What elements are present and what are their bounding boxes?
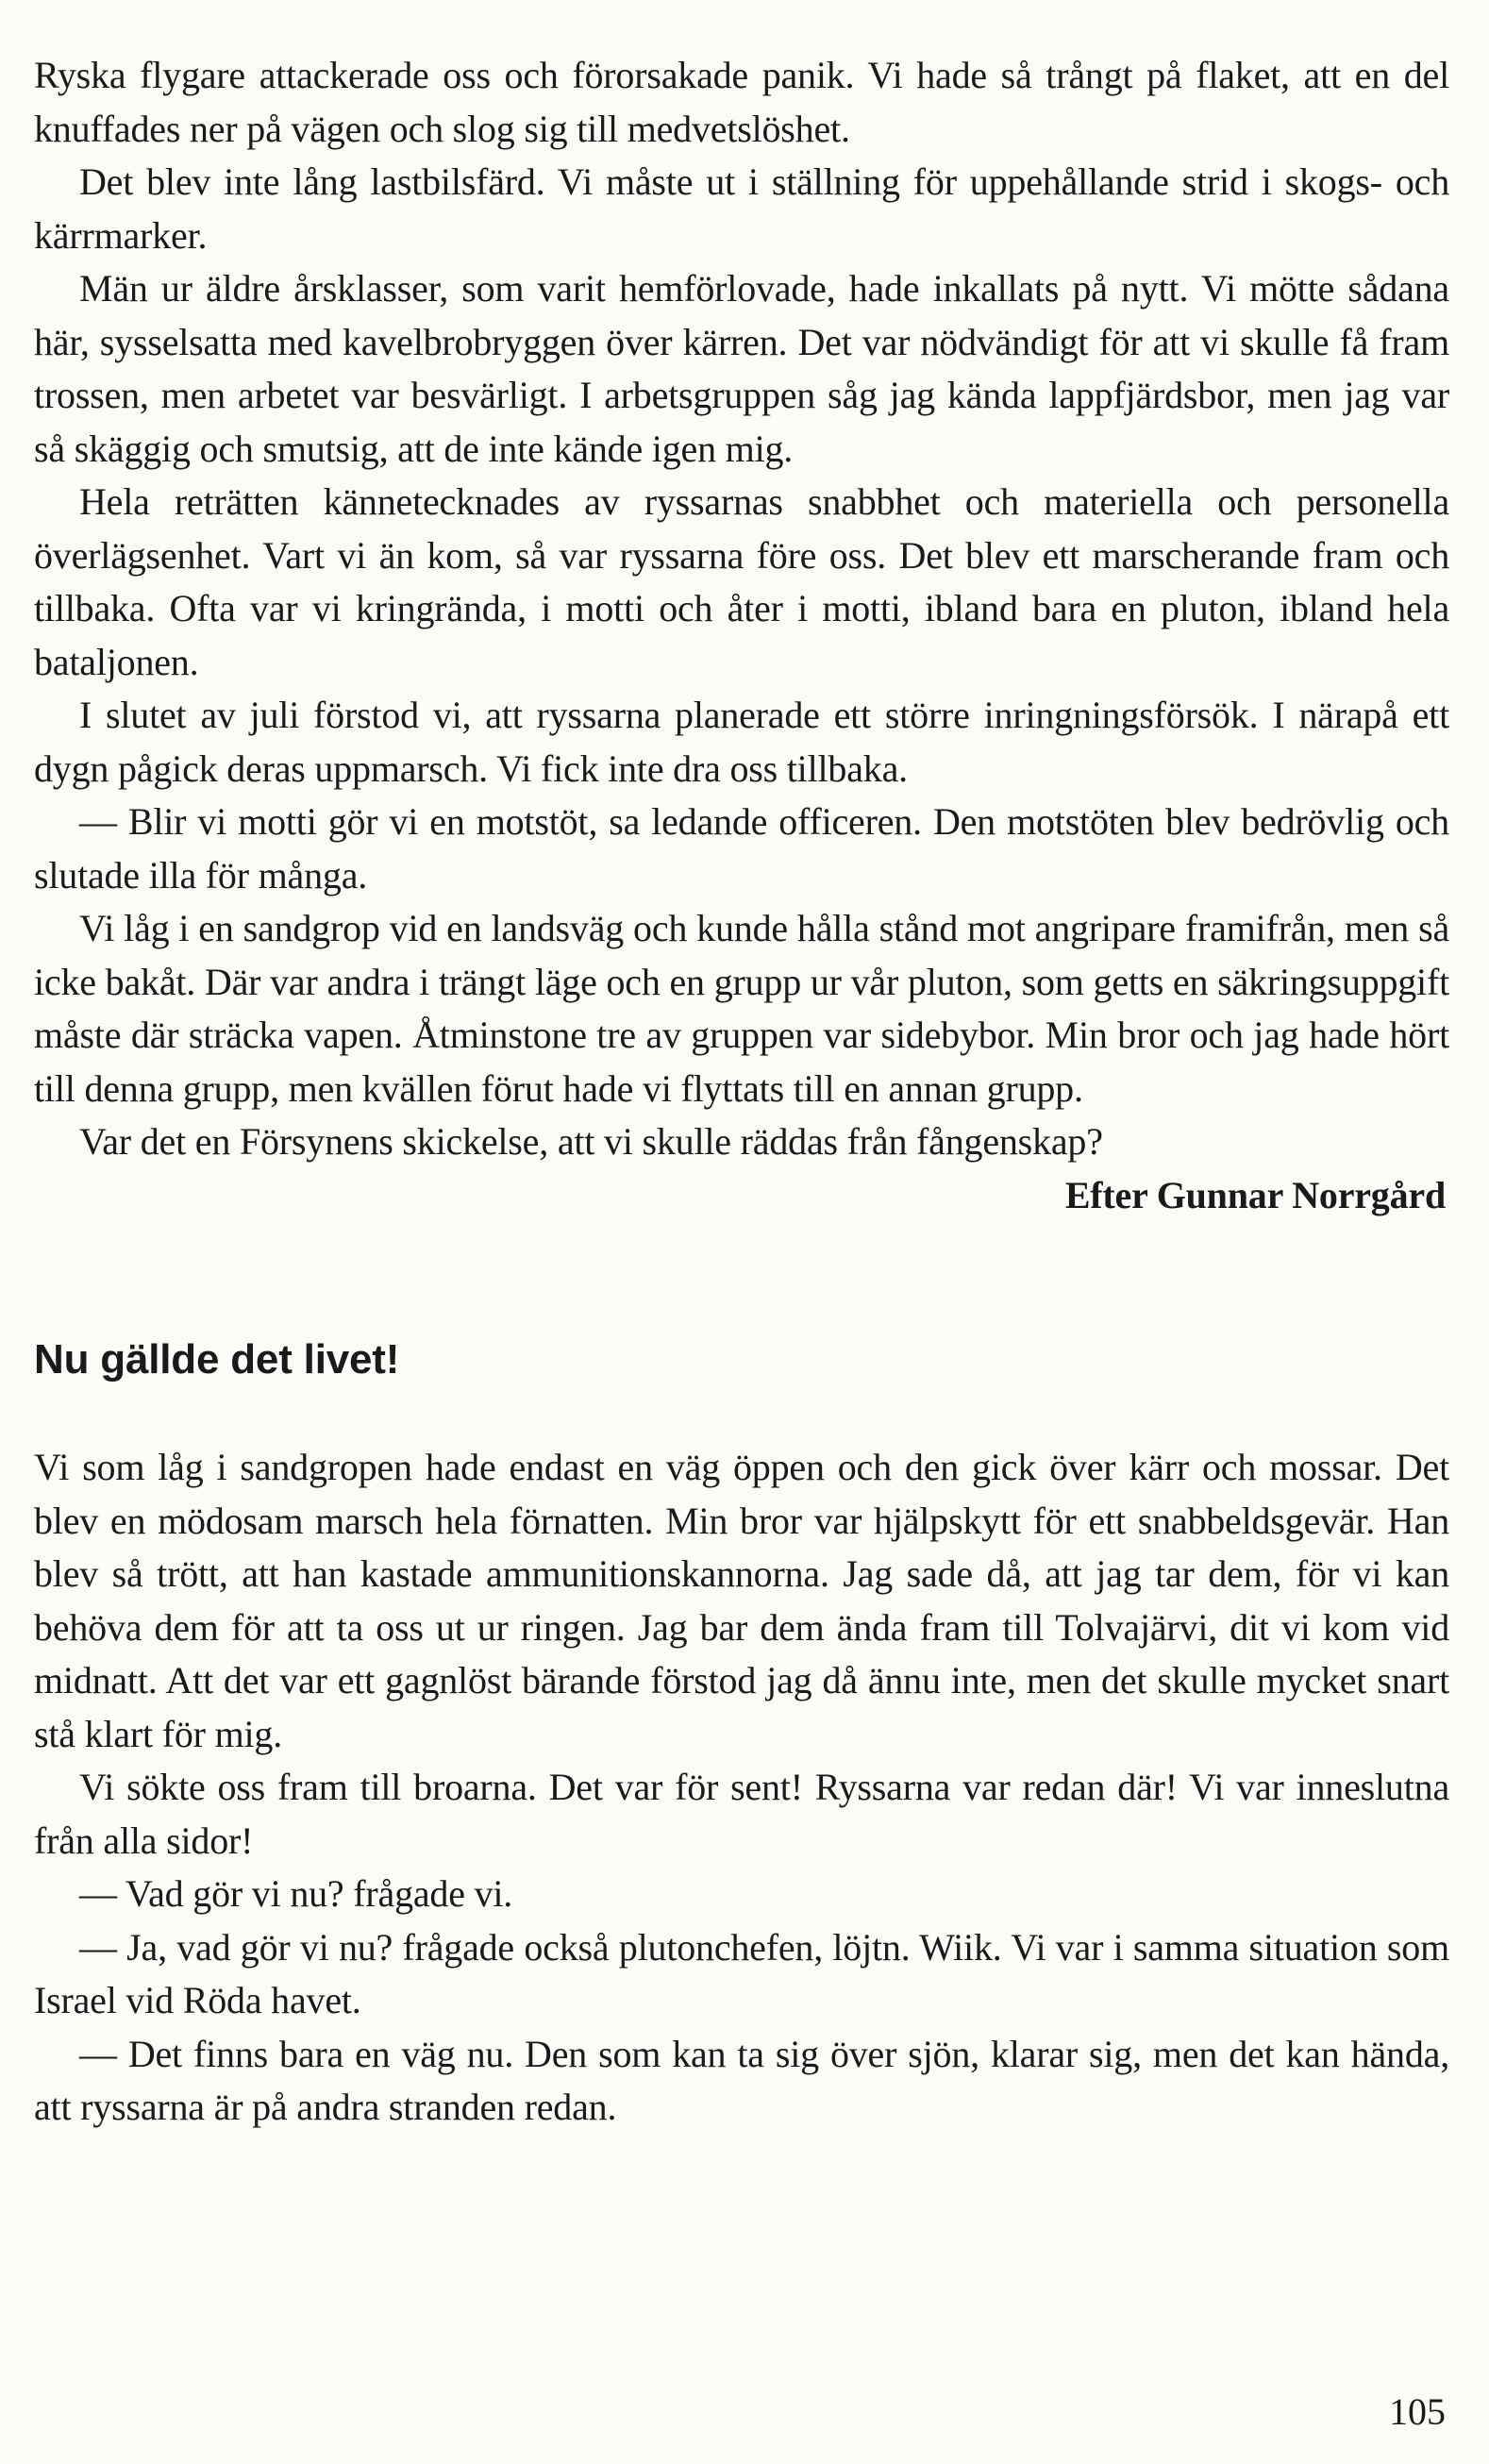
paragraph: Vi låg i en sandgrop vid en landsväg och kunde hålla stånd mot angripare framifrån, men så icke bakåt. Där var andra i trängt läge och en grupp ur vår pluton, som getts en säkringsuppgift måste där sträcka vapen. Åtminstone tre av gruppen var sidebybor. Min bror och jag hade hört till denna grupp, men kvällen förut hade vi flyttats till en annan grupp. [34,907,1449,1110]
paragraph: — Vad gör vi nu? frågade vi. [79,1872,513,1915]
section-gap [34,1222,1449,1332]
paragraph: — Ja, vad gör vi nu? frågade också plutonchefen, löjtn. Wiik. Vi var i samma situation som Israel vid Röda havet. [34,1925,1449,2021]
paragraph: Hela reträtten kännetecknades av ryssarnas snabbhet och materiella och personella överlägsenhet. Vart vi än kom, så var ryssarna före oss. Det blev ett marscherande fram och tillbaka. Ofta var vi kringrända, i motti och åter i motti, ibland bara en pluton, ibland hela bataljonen. [34,480,1449,683]
paragraph: Män ur äldre årsklasser, som varit hemförlovade, hade inkallats på nytt. Vi mötte sådana här, sysselsatta med kavelbrobryggen över kärren. Det var nödvändigt för att vi skulle få fram trossen, men arbetet var besvärligt. I arbetsgruppen såg jag kända lappfjärdsbor, men jag var så skäggig och smutsig, att de inte kände igen mig. [34,267,1449,470]
paragraph: Vi sökte oss fram till broarna. Det var för sent! Ryssarna var redan där! Vi var inneslutna från alla sidor! [34,1766,1449,1862]
attribution: Efter Gunnar Norrgård [1064,1173,1446,1216]
paragraph: — Det finns bara en väg nu. Den som kan ta sig över sjön, klarar sig, men det kan hända, att ryssarna är på andra stranden redan. [34,2032,1449,2128]
paragraph: Vi som låg i sandgropen hade endast en väg öppen och den gick över kärr och mossar. Det blev en mödosam marsch hela förnatten. Min bror var hjälpskytt för ett snabbeldsgevär. Han blev så trött, att han kastade ammunitionskannorna. Jag sade då, att jag tar dem, för vi kan behöva dem för att ta oss ut ur ringen. Jag bar dem ända fram till Tolvajärvi, dit vi kom vid midnatt. Att det var ett gagnlöst bärande förstod jag då ännu inte, men det skulle mycket snart stå klart för mig. [34,1446,1449,1755]
page-number: 105 [1389,2390,1446,2433]
paragraph: I slutet av juli förstod vi, att ryssarna planerade ett större inringningsförsök. I närapå ett dygn pågick deras uppmarsch. Vi fick inte dra oss tillbaka. [34,694,1449,790]
paragraph: Ryska flygare attackerade oss och förorsakade panik. Vi hade så trångt på flaket, att en del knuffades ner på vägen och slog sig till medvetslöshet. [34,54,1449,150]
page-text [34,49,1449,2135]
paragraph: Var det en Försynens skickelse, att vi skulle räddas från fångenskap? [79,1120,1103,1163]
heading-gap [34,1388,1449,1441]
section-heading: Nu gällde det livet! [34,1336,400,1383]
paragraph: Det blev inte lång lastbilsfärd. Vi måste ut i ställning för uppehållande strid i skogs- och kärrmarker. [34,160,1449,257]
paragraph: — Blir vi motti gör vi en motstöt, sa ledande officeren. Den motstöten blev bedrövlig och slutade illa för många. [34,800,1449,897]
